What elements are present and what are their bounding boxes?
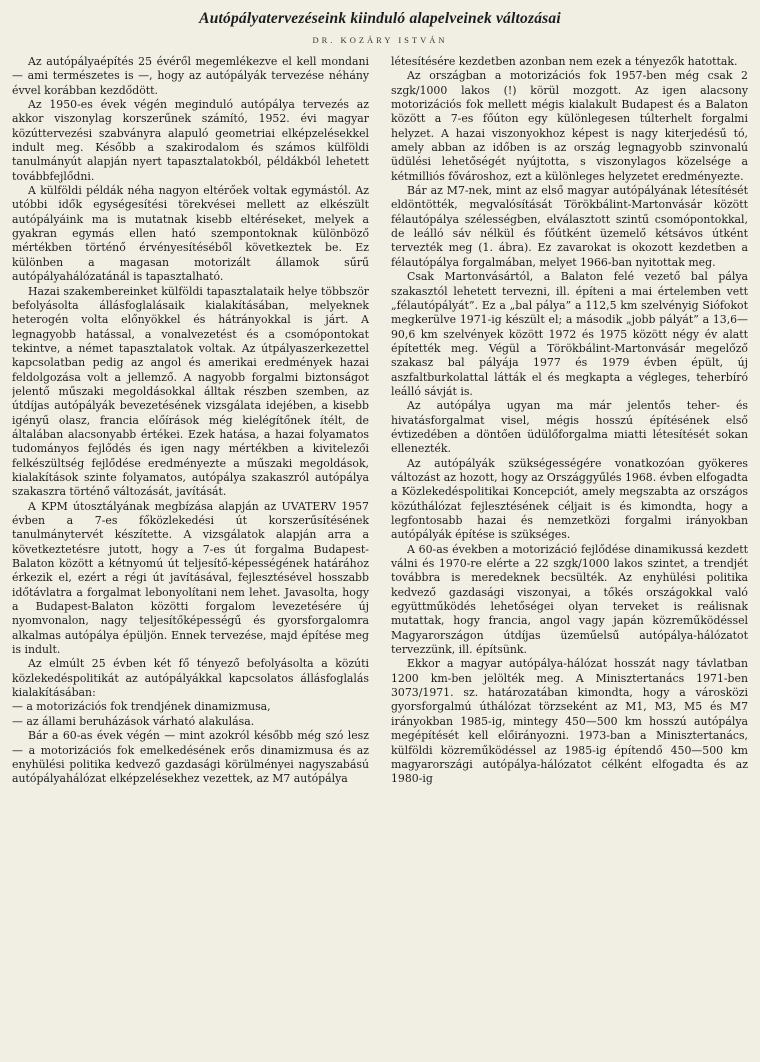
article-title: Autópályatervezéseink kiinduló alapelveinek változásai — [199, 10, 561, 27]
right-column — [391, 55, 748, 1045]
paragraph: Hazai szakembereinket külföldi tapasztalataik helye többször befolyásolta állásfoglalásaik kialakításában, melyeknek heterogén volta előnyökkel és hátrányokkal is járt. A legnagyobb hatással, a vonalvezetést és a csomópontokat tekintve, a német tapasztalatok voltak. Az útpályaszerkezettel kapcsolatban pedig az angol és amerikai eredmények hazai feldolgozása volt a jellemző. A nagyobb forgalmi biztonságot jelentő műszaki megoldásokkal álltak részben szemben, az útdíjas autópályák bevezetésének vizsgálata idejében, a kisebb igényű olasz, francia előírások még kielégítőnek ítélt, de általában alacsonyabb értékei. Ezek hatása, a hazai folyamatos tudományos fejlődés és igen nagy mértékben a kivitelezői felkészültség fejlődése eredményezte a műszaki megoldások, kialakítások szinte folyamatos, autópálya szakaszról autópálya szakaszra történő változását, javítását. — [12, 284, 369, 499]
paragraph: Az 1950-es évek végén meginduló autópálya tervezés az akkor viszonylag korszerűnek számító, 1952. évi magyar közúttervezési szabványra alapuló geometriai elképzelésekkel indult meg. Később a szakirodalom és számos külföldi tanulmányút alapján nyert tapasztalatokból, példákból lehetett továbbfejlődni. — [12, 98, 369, 183]
paragraph: Az autópályák szükségességére vonatkozóan gyökeres változást az hozott, hogy az Országgyűlés 1968. évben elfogadta a Közlekedéspolitikai Koncepciót, amely megszabta az országos közúthálózat fejlesztésének céljait is és kimondta, hogy a legfontosabb hazai és nemzetközi forgalmi irányokban autópályák építése is szükséges. — [391, 456, 748, 542]
left-column — [12, 55, 369, 1045]
paragraph: Az elmúlt 25 évben két fő tényező befolyásolta a közúti közlekedéspolitikát az autópályákkal kapcsolatos állásfoglalás kialakításában: — [12, 657, 369, 700]
paragraph: A külföldi példák néha nagyon eltérőek voltak egymástól. Az utóbbi idők egységesítési törekvései mellett az elkészült autópályáink ma is mutatnak kisebb eltéréseket, melyek a gyakran egymás ellen ható szempontoknak különböző mértékben történő érvényesítéséből következtek be. Ez különben a magasan motorizált államok sűrű autópályahálózatánál is tapasztalható. — [12, 184, 369, 284]
list-item: — a motorizációs fok trendjének dinamizmusa, — [12, 700, 271, 714]
paragraph: A 60-as években a motorizáció fejlődése dinamikussá kezdett válni és 1970-re elérte a 22 szgk/1000 lakos szintet, a trendjét továbbra is meredeknek becsülték. Az enyhülési politika kedvező gazdasági viszonyai, a tőkés országokkal való együttműködés lehetőségei olyan terveket is reálisnak mutattak, hogy francia, angol vagy japán közreműködéssel Magyarországon útdíjas üzeműelsű autópálya-hálózatot tervezzünk, ill. építsünk. — [391, 542, 748, 657]
paragraph: Az országban a motorizációs fok 1957-ben még csak 2 szgk/1000 lakos (!) körül mozgott. Az igen alacsony motorizációs fok mellett mégis kialakult Budapest és a Balaton között a 7-es főúton egy különlegesen túlterhelt forgalmi helyzet. A hazai viszonyokhoz képest is nagy kiterjedésű tó, amely abban az időben is az ország legnagyobb szinvonalú üdülési lehetőségét nyújtotta, s viszonylagos közelsége a kétmilliós fővároshoz, ezt a különleges helyzetet eredményezte. — [391, 69, 748, 183]
paragraph: Bár a 60-as évek végén — mint azokról később még szó lesz — a motorizációs fok emelkedésének erős dinamizmusa és az enyhülési politika kedvező gazdasági körülményei nagyszabású autópályahálózat elképzelésekhez vezettek, az M7 autópálya — [12, 729, 369, 786]
paragraph: Az autópálya ugyan ma már jelentős teher- és hivatásforgalmat visel, mégis hosszú építésének első évtizedében a döntően üdülőforgalma miatti létesítését sokan ellenezték. — [391, 399, 748, 456]
list-item: — az állami beruházások várható alakulása. — [12, 714, 255, 728]
article-author: DR. KOZÁRY ISTVÁN — [312, 35, 448, 45]
article-body — [12, 55, 748, 1045]
paragraph: Az autópályaépítés 25 évéről megemlékezve el kell mondani — ami természetes is —, hogy az autópályák tervezése néhány évvel korábban kezdődött. — [12, 55, 369, 97]
paragraph: A KPM útosztályának megbízása alapján az UVATERV 1957 évben a 7-es főközlekedési út korszerűsítésének tanulmánytervét készítette. A vizsgálatok alapján arra a következtetésre jutott, hogy a 7-es út forgalma Budapest-Balaton között a kétnyomú út teljesítő-képességének határához érkezik el, ezért a régi út javításával, fejlesztésével hosszabb időtávlatra a forgalmat lebonyolítani nem lehet. Javasolta, hogy a Budapest-Balaton közötti forgalom levezetésére új nyomvonalon, nagy teljesítőképességű és gyorsforgalomra alkalmas autópálya épüljön. Ennek tervezése, majd építése meg is indult. — [12, 499, 369, 657]
paragraph: létesítésére kezdetben azonban nem ezek a tényezők hatottak. — [391, 55, 738, 68]
paragraph: Csak Martonvásártól, a Balaton felé vezető bal pálya szakasztól lehetett tervezni, ill. építeni a mai értelemben vett „félautópályát”. Ez a „bal pálya” a 112,5 km szelvényig Siófokot megkerülve 1971-ig készült el; a második „jobb pályát” a 13,6—90,6 km szelvények között 1972 és 1975 között négy év alatt építették meg. Végül a Törökbálint-Martonvásár megelőző szakasz bal pályája 1977 és 1979 évben épült, új aszfaltburkolattal látták el és megkapta a végleges, teherbíró leálló sávját is. — [391, 270, 748, 398]
paragraph: Ekkor a magyar autópálya-hálózat hosszát nagy távlatban 1200 km-ben jelölték meg. A Minisztertanács 1971-ben 3073/1971. sz. határozatában kimondta, hogy a városközi gyorsforgalmú úthálózat törzseként az M1, M3, M5 és M7 irányokban 1985-ig, mintegy 450—500 km hosszú autópálya megépítését kell előirányozni. 1973-ban a Minisztertanács, külföldi közreműködéssel az 1985-ig építendő 450—500 km magyarországi autópálya-hálózatot célként elfogadta és az 1980-ig — [391, 657, 748, 786]
paragraph: Bár az M7-nek, mint az első magyar autópályának létesítését eldöntötték, megvalósítását Törökbálint-Martonvásár között félautópálya szélességben, elválasztott szintű csomópontokkal, de leálló sáv nélkül és főútként üzemelő kétsávos útként tervezték meg (1. ábra). Ez zavarokat is okozott kezdetben a félautópálya forgalmában, melyet 1966-ban nyitottak meg. — [391, 184, 748, 269]
